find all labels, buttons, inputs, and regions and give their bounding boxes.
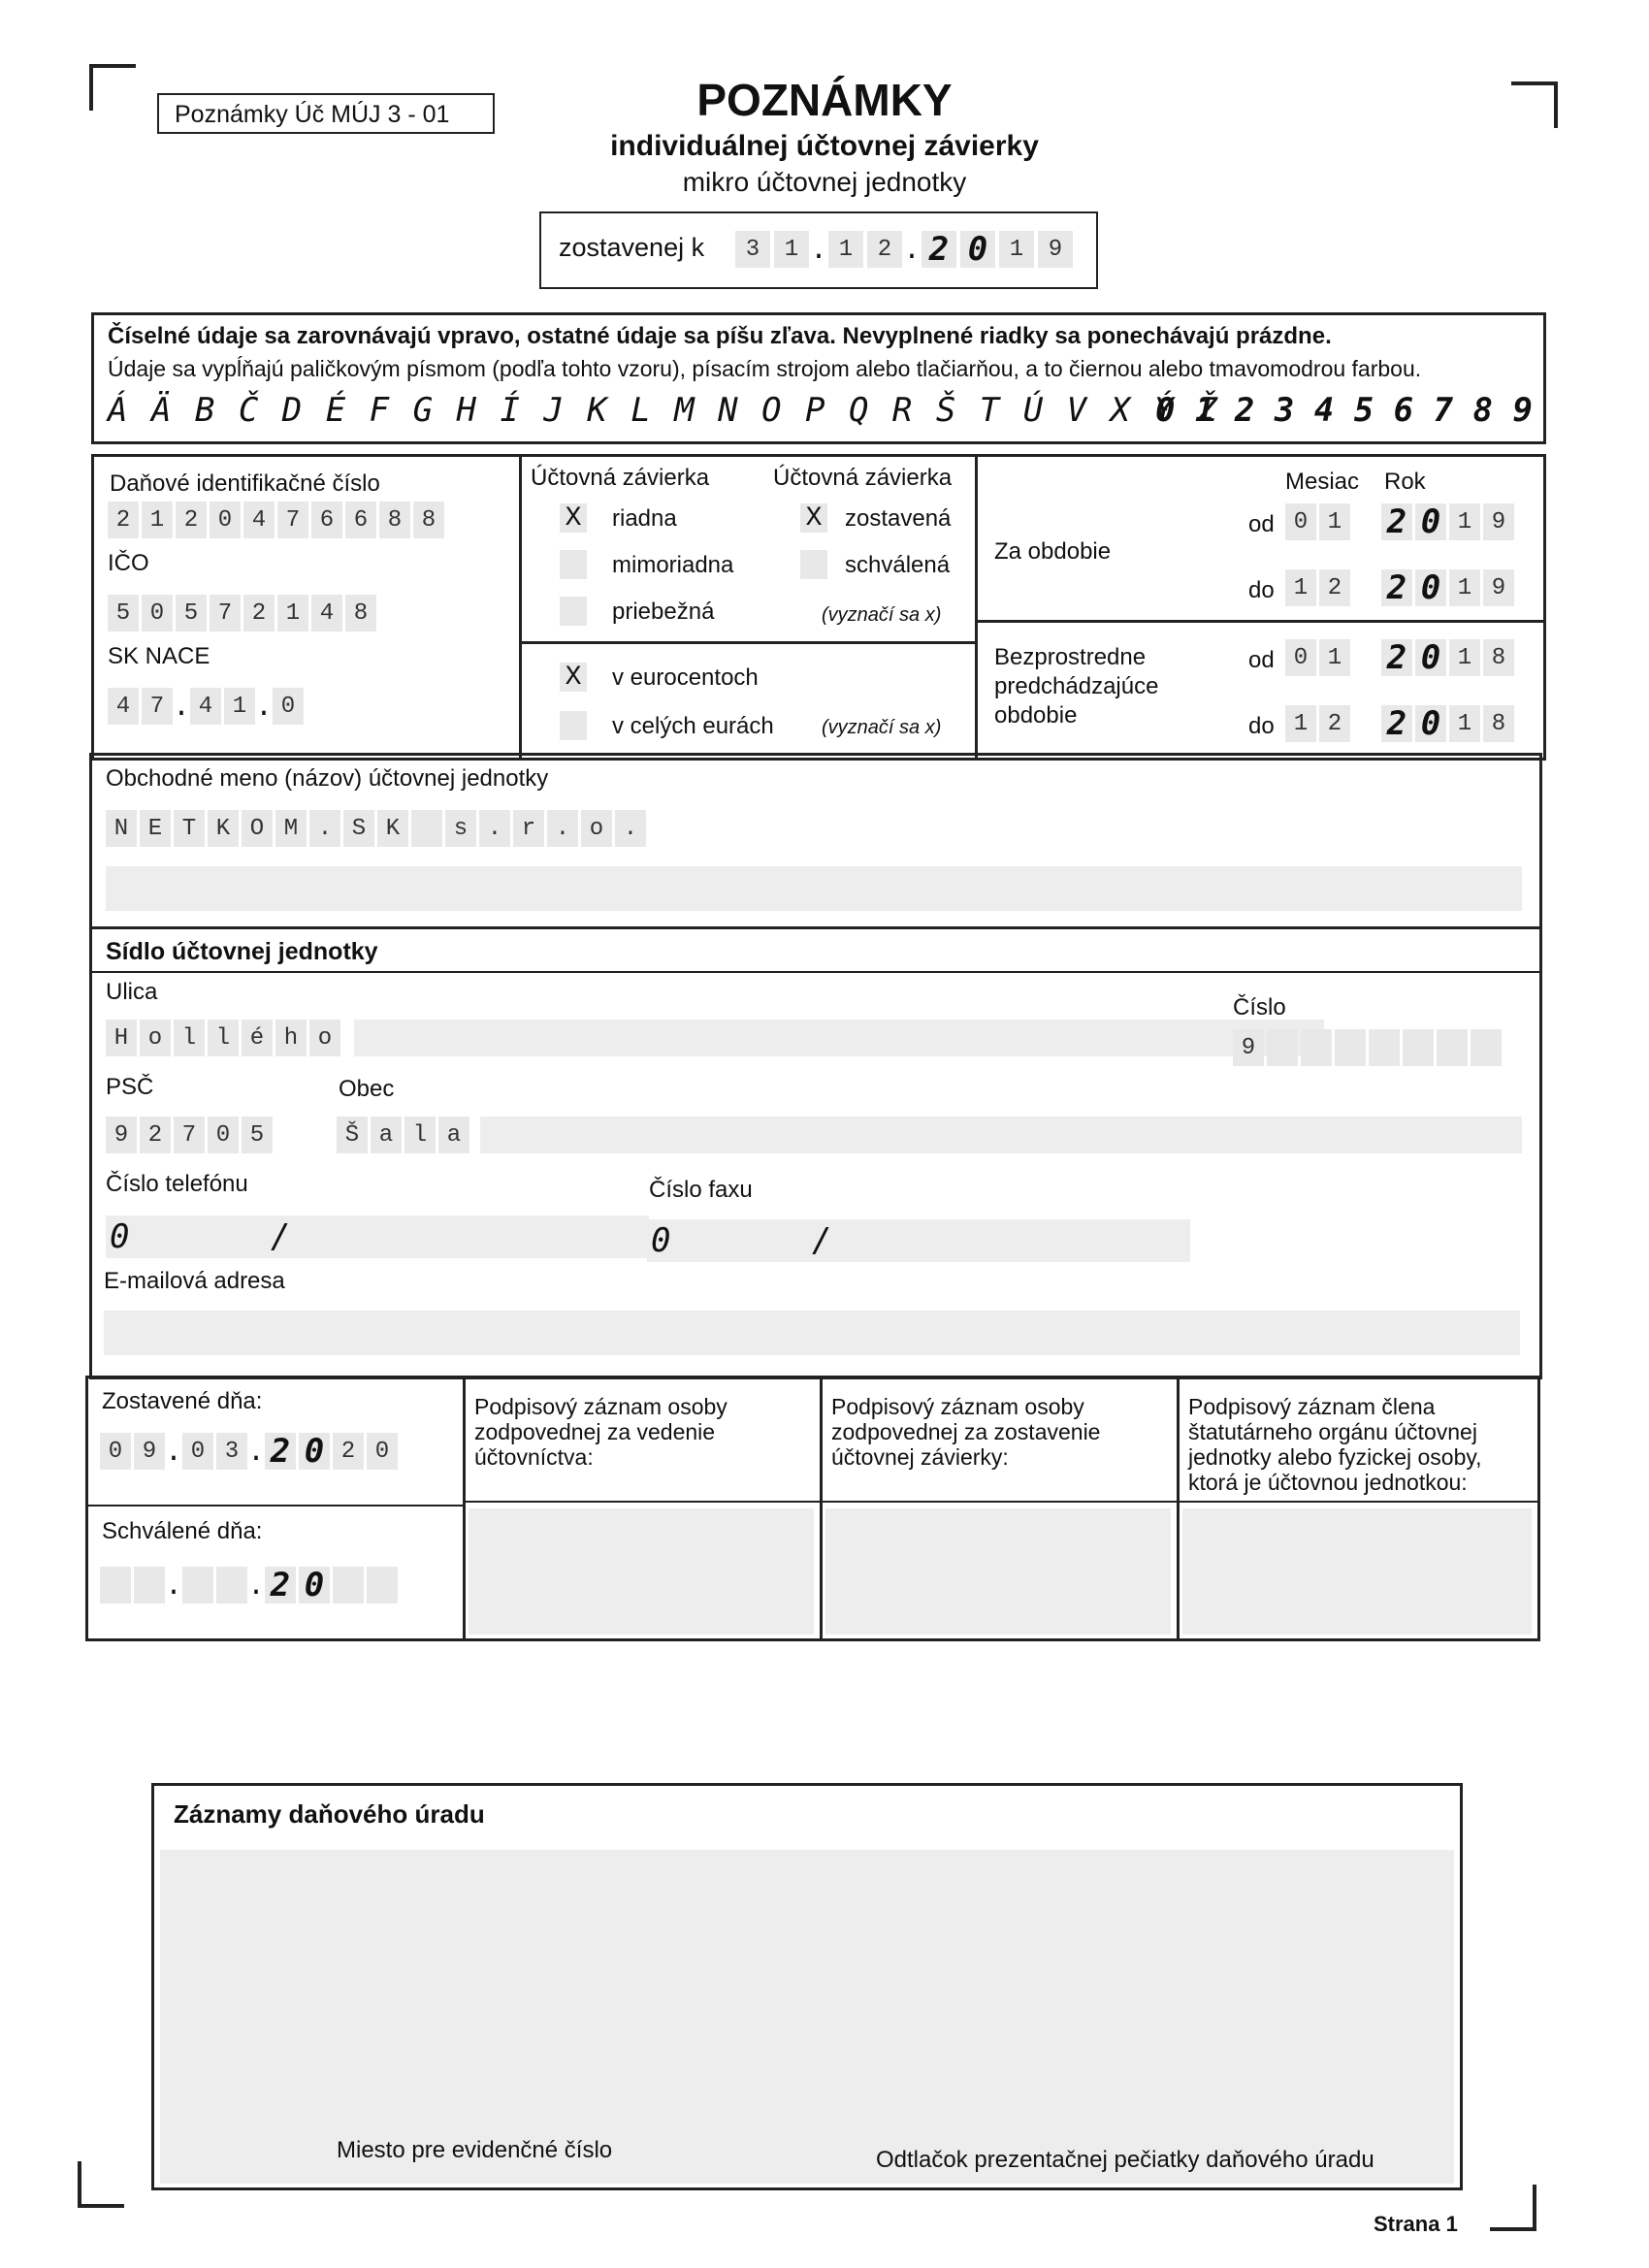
checkbox-eurocent[interactable]: X [560, 663, 587, 692]
checkbox-eur[interactable] [560, 711, 587, 740]
phone-label: Číslo telefónu [106, 1171, 248, 1197]
phone-field[interactable] [106, 1215, 649, 1258]
page-number: Strana 1 [1374, 2212, 1458, 2236]
dic-label: Daňové identifikačné číslo [110, 470, 380, 497]
approved-on-field[interactable]: . . 2 0 [100, 1567, 398, 1604]
do-label-2: do [1248, 713, 1275, 739]
company-name-field[interactable]: N E T K O M . S K s . r . o . [106, 810, 646, 847]
number-label: Číslo [1233, 994, 1286, 1021]
email-label: E-mailová adresa [104, 1268, 285, 1294]
email-field[interactable] [104, 1311, 1520, 1355]
tax-office-section [151, 1783, 1463, 2190]
do-label: do [1248, 577, 1275, 603]
nace-field[interactable]: 4 7 . 4 1 . 0 [108, 688, 304, 725]
company-section [89, 753, 1542, 1379]
signature-compiler[interactable] [825, 1508, 1171, 1635]
signing-section [85, 1376, 1540, 1641]
previous-to-field[interactable]: 1 2 2 0 1 8 [1285, 705, 1514, 742]
current-to-field[interactable]: 1 2 2 0 1 9 [1285, 569, 1514, 606]
label-priebezna: priebežná [612, 599, 715, 625]
signature-statutory[interactable] [1182, 1508, 1532, 1635]
date-digit: 2 [867, 231, 902, 268]
approved-on-label: Schválené dňa: [102, 1518, 263, 1544]
sample-digits: 0 1 2 3 4 5 6 7 8 9 [1155, 391, 1533, 430]
fax-label: Číslo faxu [649, 1177, 753, 1203]
tax-office-heading: Záznamy daňového úradu [174, 1799, 485, 1829]
phone-slash: / [271, 1217, 291, 1256]
signature-accounting-label: Podpisový záznam osoby zodpovednej za vedenie účtovníctva: [474, 1394, 728, 1470]
dic-field[interactable]: 2 1 2 0 4 7 6 6 8 8 [108, 502, 444, 538]
date-digit: 3 [735, 231, 770, 268]
company-name-label: Obchodné meno (názov) účtovnej jednotky [106, 765, 549, 792]
page-subtitle-2: mikro účtovnej jednotky [682, 167, 967, 197]
ico-field[interactable]: 5 0 5 7 2 1 4 8 [108, 595, 376, 632]
date-digit: 1 [774, 231, 809, 268]
psc-field[interactable]: 9 2 7 0 5 [106, 1117, 273, 1153]
label-schvalena: schválená [845, 552, 951, 578]
city-label: Obec [339, 1076, 395, 1102]
checkbox-priebezna[interactable] [560, 597, 587, 626]
city-field[interactable]: Š a l a [337, 1117, 469, 1153]
instructions-line-2: Údaje sa vypĺňajú paličkovým písmom (podľa tohto vzoru), písacím strojom alebo tlačiarňou, a to čiernou alebo tmavomodrou farbou. [108, 356, 1422, 381]
od-label-2: od [1248, 647, 1275, 673]
corner-mark-bottom-right [1490, 2185, 1536, 2231]
year-label: Rok [1384, 469, 1426, 495]
registry-number-label: Miesto pre evidenčné číslo [337, 2137, 613, 2163]
sample-letters: Á Ä B Č D É F G H Í J K L M N O P Q R Š T Ú V X Ý Ž [108, 391, 1219, 430]
month-label: Mesiac [1285, 469, 1360, 495]
ico-label: IČO [108, 550, 149, 576]
street-field[interactable]: H o l l é h o [106, 1020, 340, 1056]
label-riadna: riadna [612, 505, 677, 532]
date-digit: 2 [922, 231, 956, 268]
street-label: Ulica [106, 979, 158, 1005]
current-from-field[interactable]: 0 1 2 0 1 9 [1285, 503, 1514, 540]
checkbox-zostavena[interactable]: X [800, 503, 827, 533]
stamp-label: Odtlačok prezentačnej pečiatky daňového úradu [876, 2147, 1374, 2173]
corner-mark-top-right [1511, 81, 1558, 128]
mark-hint: (vyznačí sa x) [822, 604, 942, 626]
fax-slash: / [812, 1221, 832, 1260]
mark-hint-2: (vyznačí sa x) [822, 717, 942, 738]
label-zostavena: zostavená [845, 505, 952, 532]
company-name-line-2[interactable] [106, 866, 1522, 911]
form-code-box [157, 93, 495, 134]
label-eur: v celých eurách [612, 713, 774, 739]
od-label: od [1248, 511, 1275, 537]
signature-accounting[interactable] [469, 1508, 814, 1635]
label-mimoriadna: mimoriadna [612, 552, 734, 578]
date-digit: 1 [999, 231, 1034, 268]
current-period-label: Za obdobie [994, 538, 1112, 565]
date-digit: 0 [960, 231, 995, 268]
page-subtitle: individuálnej účtovnej závierky [610, 130, 1039, 162]
statement-type-heading: Účtovná závierka [531, 465, 710, 491]
corner-mark-bottom-left [78, 2161, 124, 2208]
checkbox-mimoriadna[interactable] [560, 550, 587, 579]
instructions-line-1: Číselné údaje sa zarovnávajú vpravo, ostatné údaje sa píšu zľava. Nevyplnené riadky sa ponechávajú prázdne. [108, 323, 1332, 349]
page-title: POZNÁMKY [696, 75, 953, 125]
number-field[interactable]: 9 [1233, 1029, 1502, 1066]
signature-statutory-label: Podpisový záznam člena štatutárneho orgánu účtovnej jednotky alebo fyzickej osoby, ktorá je účtovnou jednotkou: [1188, 1394, 1482, 1495]
checkbox-riadna[interactable]: X [560, 503, 587, 533]
instructions-box [91, 312, 1546, 444]
seat-heading: Sídlo účtovnej jednotky [106, 938, 378, 965]
corner-mark-top-left [89, 64, 136, 111]
fax-prefix: 0 [651, 1221, 671, 1260]
fax-field[interactable] [647, 1219, 1190, 1262]
previous-from-field[interactable]: 0 1 2 0 1 8 [1285, 639, 1514, 676]
identification-section [91, 454, 1546, 761]
phone-prefix: 0 [110, 1217, 130, 1256]
date-digit: 1 [828, 231, 863, 268]
date-digit: 9 [1038, 231, 1073, 268]
compiled-date-box [539, 211, 1098, 289]
psc-label: PSČ [106, 1074, 154, 1100]
label-eurocent: v eurocentoch [612, 664, 759, 691]
previous-period-label: Bezprostredne predchádzajúce obdobie [994, 644, 1159, 729]
checkbox-schvalena[interactable] [800, 550, 827, 579]
compiled-label: zostavenej k [559, 233, 705, 262]
statement-stage-heading: Účtovná závierka [773, 465, 953, 491]
form-code: Poznámky Úč MÚJ 3 - 01 [175, 101, 450, 128]
nace-label: SK NACE [108, 643, 210, 669]
compiled-date-field[interactable]: 3 1 . 1 2 . 2 0 1 9 [735, 231, 1073, 268]
compiled-on-field[interactable]: 0 9 . 0 3 . 2 0 2 0 [100, 1433, 398, 1470]
compiled-on-label: Zostavené dňa: [102, 1388, 263, 1414]
signature-compiler-label: Podpisový záznam osoby zodpovednej za zostavenie účtovnej závierky: [831, 1394, 1101, 1470]
